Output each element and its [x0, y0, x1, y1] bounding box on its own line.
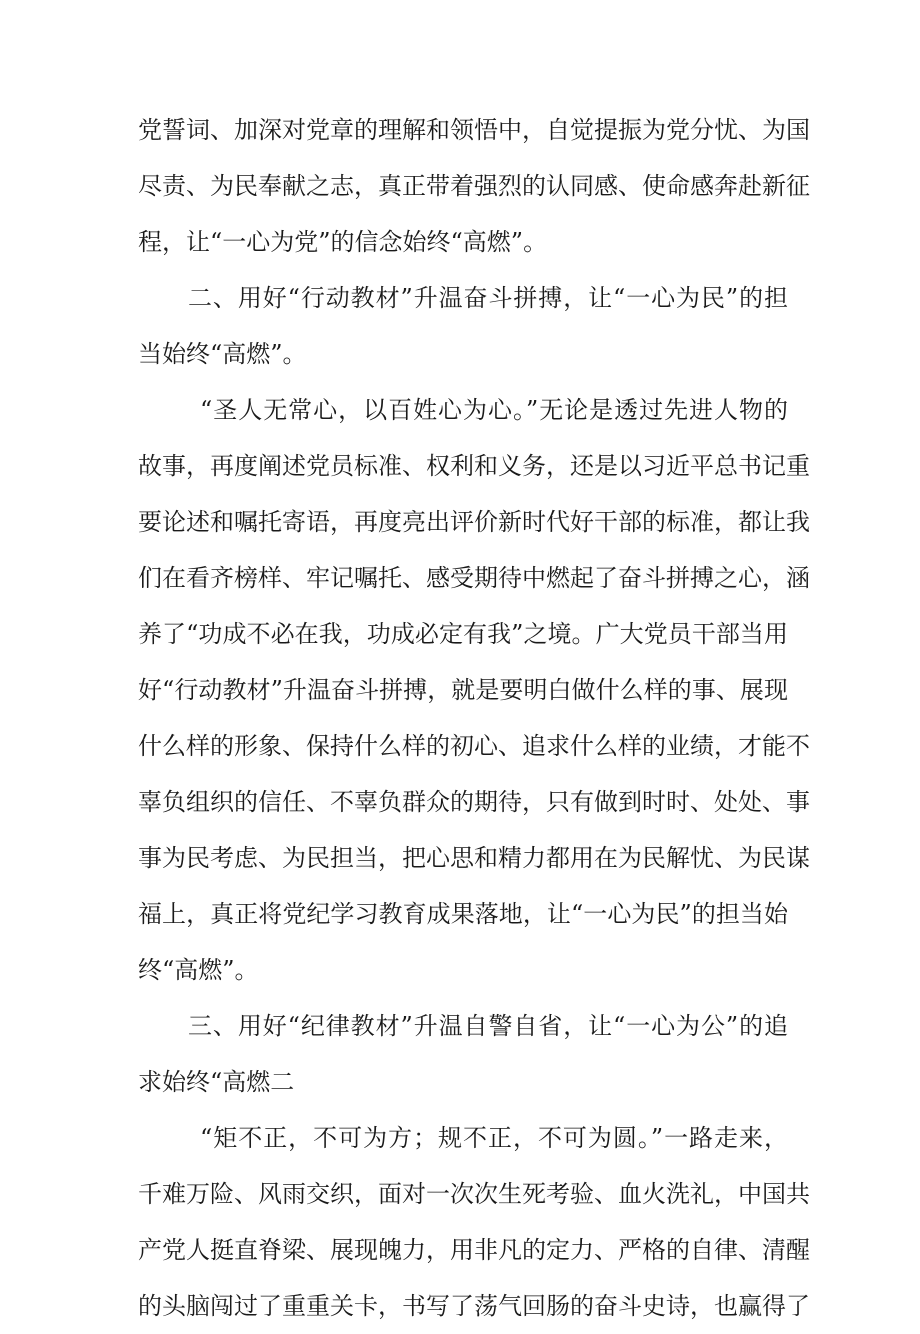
- text-line: 要论述和嘱托寄语，再度亮出评价新时代好干部的标准，都让我: [138, 508, 810, 536]
- text-line: 好“行动教材”升温奋斗拼搏，就是要明白做什么样的事、展现: [138, 676, 788, 704]
- text-line: 什么样的形象、保持什么样的初心、追求什么样的业绩，才能不: [138, 732, 810, 760]
- section-heading-line: 三、用好“纪律教材”升温自警自省，让“一心为公”的追: [188, 1012, 788, 1040]
- text-line: 千难万险、风雨交织，面对一次次生死考验、血火洗礼，中国共: [138, 1180, 810, 1208]
- text-line: 事为民考虑、为民担当，把心思和精力都用在为民解忧、为民谋: [138, 844, 810, 872]
- document-body: [138, 102, 810, 1334]
- section-heading-line: 二、用好“行动教材”升温奋斗拼搏，让“一心为民”的担: [188, 284, 788, 312]
- text-line: 养了“功成不必在我，功成必定有我”之境。广大党员干部当用: [138, 620, 788, 648]
- text-line: 程，让“一心为党”的信念始终“高燃”。: [138, 228, 548, 256]
- text-line: “圣人无常心，以百姓心为心。”无论是透过先进人物的: [200, 396, 788, 424]
- text-line: 们在看齐榜样、牢记嘱托、感受期待中燃起了奋斗拼搏之心，涵: [138, 564, 810, 592]
- text-line: 产党人挺直脊梁、展现魄力，用非凡的定力、严格的自律、清醒: [138, 1236, 810, 1264]
- text-line: 尽责、为民奉献之志，真正带着强烈的认同感、使命感奔赴新征: [138, 172, 810, 200]
- text-line: 故事，再度阐述党员标准、权利和义务，还是以习近平总书记重: [138, 452, 810, 480]
- text-line: “矩不正，不可为方；规不正，不可为圆。”一路走来，: [200, 1124, 788, 1152]
- text-line: 辜负组织的信任、不辜负群众的期待，只有做到时时、处处、事: [138, 788, 810, 816]
- text-line: 福上，真正将党纪学习教育成果落地，让“一心为民”的担当始: [138, 900, 788, 928]
- text-line: 终“高燃”。: [138, 956, 259, 984]
- section-heading-line: 求始终“高燃二: [138, 1068, 295, 1096]
- text-line: 的头脑闯过了重重关卡，书写了荡气回肠的奋斗史诗，也赢得了: [138, 1292, 810, 1320]
- text-line: 党誓词、加深对党章的理解和领悟中，自觉提振为党分忧、为国: [138, 116, 810, 144]
- section-heading-line: 当始终“高燃”。: [138, 340, 307, 368]
